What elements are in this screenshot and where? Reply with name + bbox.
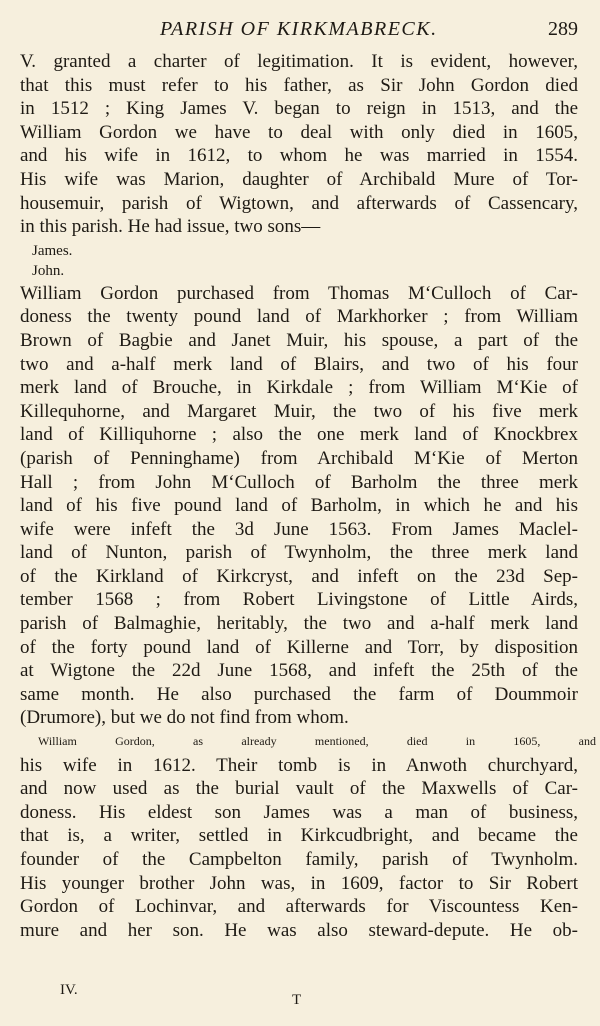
text-line: land of his five pound land of Barholm, in which he and his [20,495,578,517]
text-line: Brown of Bagbie and Janet Muir, his spouse, a part of the [20,329,578,351]
text-line: William Gordon purchased from Thomas M‘Culloch of Car- [20,282,578,304]
paragraph-3 [20,730,596,942]
text-line: that this must refer to his father, as Sir John Gordon died [20,74,578,96]
paragraph-2 [20,282,578,730]
text-line: and his wife in 1612, to whom he was married in 1554. [20,145,578,167]
text-line: of the forty pound land of Killerne and Torr, by disposition [20,636,578,658]
text-line: (Drumore), but we do not find from whom. [20,707,349,729]
text-line: Killequhorne, and Margaret Muir, the two of his five merk [20,400,578,422]
page-header [20,10,578,50]
text-line: Gordon of Lochinvar, and afterwards for Viscountess Ken- [20,896,578,918]
signature-mark: T [292,992,302,1008]
page-footer [0,978,600,1008]
page-number: 289 [548,18,578,40]
text-line: founder of the Campbelton family, parish of Twynholm. [20,849,578,870]
text-line: His younger brother John was, in 1609, factor to Sir Robert [20,872,578,894]
sons-list [32,241,578,281]
text-line: land of Nunton, parish of Twynholm, the three merk land [20,542,578,564]
text-line: housemuir, parish of Wigtown, and afterwards of Cassencary, [20,192,578,214]
text-line: Hall ; from John M‘Culloch of Barholm the three merk [20,471,578,493]
paragraph-1 [20,50,578,239]
text-line: land of Killiquhorne ; also the one merk land of Knockbrex [20,424,578,446]
printer-signature: IV. [60,982,78,998]
text-line: in 1512 ; King James V. began to reign in 1513, and the [20,98,578,120]
text-line: parish of Balmaghie, heritably, the two and a-half merk land [20,613,578,635]
son-name: John. [32,262,65,279]
text-line: doness. His eldest son James was a man of business, [20,801,578,823]
text-line: of the Kirkland of Kirkcryst, and infeft on the 23d Sep- [20,565,578,587]
text-line: His wife was Marion, daughter of Archibald Mure of Tor- [20,168,578,190]
text-line: William Gordon we have to deal with only died in 1605, [20,121,578,143]
text-line: in this parish. He had issue, two sons— [20,216,321,238]
text-line: his wife in 1612. Their tomb is in Anwoth churchyard, [20,754,578,776]
text-line: and now used as the burial vault of the Maxwells of Car- [20,778,578,800]
text-line: doness the twenty pound land of Markhorker ; from William [20,306,578,328]
running-title: PARISH OF KIRKMABRECK. [160,18,438,40]
text-line: (parish of Penninghame) from Archibald M‘Kie of Merton [20,447,578,469]
text-line: V. granted a charter of legitimation. It is evident, however, [20,51,578,72]
body-text [20,50,596,942]
text-line: merk land of Brouche, in Kirkdale ; from William M‘Kie of [20,377,578,399]
text-line: tember 1568 ; from Robert Livingstone of Little Airds, [20,589,578,611]
text-line: same month. He also purchased the farm of Doummoir [20,683,578,705]
son-name: James. [32,242,73,259]
text-line: mure and her son. He was also steward-depute. He ob- [20,919,578,941]
text-line: that is, a writer, settled in Kirkcudbright, and became the [20,825,578,847]
text-line: wife were infeft the 3d June 1563. From James Maclel- [20,518,578,540]
text-line: two and a-half merk land of Blairs, and two of his four [20,353,578,375]
text-line: William Gordon, as already mentioned, died in 1605, and [38,734,596,749]
text-line: at Wigtone the 22d June 1568, and infeft the 25th of the [20,660,578,682]
